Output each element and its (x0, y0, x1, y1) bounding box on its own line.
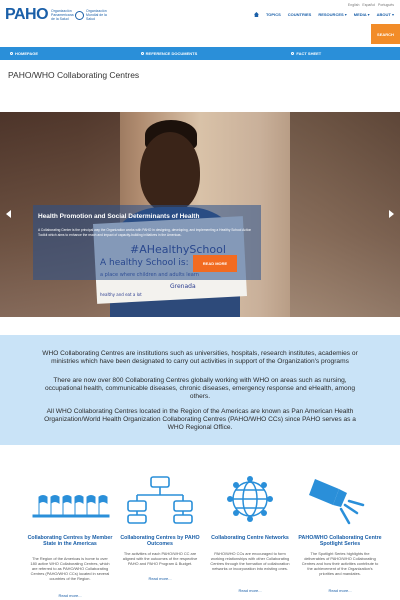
top-navigation (254, 12, 394, 17)
card-read-more-link[interactable]: Read more... (148, 576, 172, 581)
lang-portugues[interactable]: Português (378, 3, 394, 7)
card-read-more-link[interactable]: Read more... (238, 588, 262, 593)
logo-text: PAHO (5, 6, 49, 23)
card-text: The activities of each PAHO/WHO CC are aligned with the outcomes of the respective PAHO and PAHO Program & Budget. (122, 551, 198, 566)
card-read-more-link[interactable]: Read more... (328, 588, 352, 593)
flags-icon (25, 467, 115, 527)
org-chart-icon (115, 467, 205, 527)
hero-read-more-button[interactable]: READ MORE (193, 255, 237, 272)
card-text: The Spotlight Series highlights the deliverables of PAHO/WHO Collaborating Centres and how their activities contribute to the achievement of the Organization's priorities and mandates. (301, 551, 379, 576)
who-globe-icon (75, 11, 84, 20)
sign-small-text: healthy and eat a lot (100, 292, 142, 297)
nav-countries[interactable]: COUNTRIES (287, 12, 312, 17)
hero-bg-right (290, 112, 400, 317)
tab-reference-documents[interactable] (119, 51, 250, 56)
paho-logo[interactable] (5, 6, 108, 24)
sign-country: Grenada (170, 283, 196, 290)
hero-caption-text: A Collaborating Center is the principal way the Organization works with PAHO in designing, developing, and implementing a Healthy School Action Toolkit which aims to enhance the reach and impact of capacity-building initiatives in the Americas. (38, 228, 252, 237)
circle-icon (291, 52, 294, 55)
description-band (0, 335, 400, 445)
network-globe-icon (205, 467, 295, 527)
card-text: The Region of the Americas is home to over 180 active WHO Collaborating Centres, which are referred to as PAHO/WHO Collaborating Centres (PAHO/WHO CCs) located in several countries of the Region. (30, 556, 110, 581)
card-text: PAHO/WHO CCs are encouraged to form working relationships with other Collaborating Centres through the formation of collaboration networks or incorporation into existing ones. (210, 551, 290, 571)
site-header (0, 0, 400, 47)
tab-homepage[interactable] (0, 51, 119, 56)
slider-next-arrow-icon[interactable] (389, 210, 394, 218)
tab-reference-documents-label: REFERENCE DOCUMENTS (145, 51, 198, 56)
page-title: PAHO/WHO Collaborating Centres (8, 70, 140, 80)
card-title[interactable]: Collaborating Centres by Member State in the Americas (27, 535, 113, 548)
description-paragraph-3: All WHO Collaborating Centres located in the Region of the Americas are known as Pan American Health Organization/World Health Organization Collaborating Centres (PAHO/WHO CCs) since PAHO serves as a WHO Regional Office. (44, 408, 356, 431)
card-title[interactable]: PAHO/WHO Collaborating Centre Spotlight Series (298, 535, 382, 548)
hero-caption-title: Health Promotion and Social Determinants of Health (38, 213, 200, 220)
circle-icon (141, 52, 144, 55)
lang-english[interactable]: English (347, 3, 360, 7)
nav-about[interactable]: ABOUT ▾ (376, 12, 394, 17)
lang-espanol[interactable]: Español (362, 3, 376, 7)
search-button[interactable]: SEARCH (371, 24, 400, 44)
tab-homepage-label: HOMEPAGE (15, 51, 39, 56)
home-icon[interactable] (254, 12, 259, 17)
description-paragraph-1: WHO Collaborating Centres are institutions such as universities, hospitals, research institutes, academies or ministries which have been designated to carry out activities in support of the Organization's programs (42, 350, 358, 365)
spotlight-icon (295, 467, 385, 527)
description-paragraph-2: There are now over 800 Collaborating Centres globally working with WHO on areas such as nursing, occupational health, communicable diseases, chronic diseases, emergency response and eHealth, among others. (44, 377, 356, 400)
section-subnav (0, 47, 400, 60)
tab-fact-sheet-label: FACT SHEET (296, 51, 322, 56)
hero-photo-face (140, 132, 200, 212)
circle-icon (10, 52, 13, 55)
card-read-more-link[interactable]: Read more... (58, 593, 82, 598)
nav-resources[interactable]: RESOURCES ▾ (318, 12, 347, 17)
card-title[interactable]: Collaborating Centre Networks (211, 535, 289, 541)
tab-fact-sheet[interactable] (249, 51, 400, 56)
nav-topics[interactable]: TOPICS (265, 12, 281, 17)
card-title[interactable]: Collaborating Centres by PAHO Outcomes (120, 535, 200, 548)
language-links (346, 3, 394, 7)
feature-cards (0, 455, 400, 600)
logo-subtitle-right: Organización Mundial de la Salud (86, 9, 107, 21)
slider-prev-arrow-icon[interactable] (6, 210, 11, 218)
logo-subtitle-left: Organización Panamericana de la Salud (51, 9, 74, 21)
nav-media[interactable]: MEDIA ▾ (353, 12, 370, 17)
